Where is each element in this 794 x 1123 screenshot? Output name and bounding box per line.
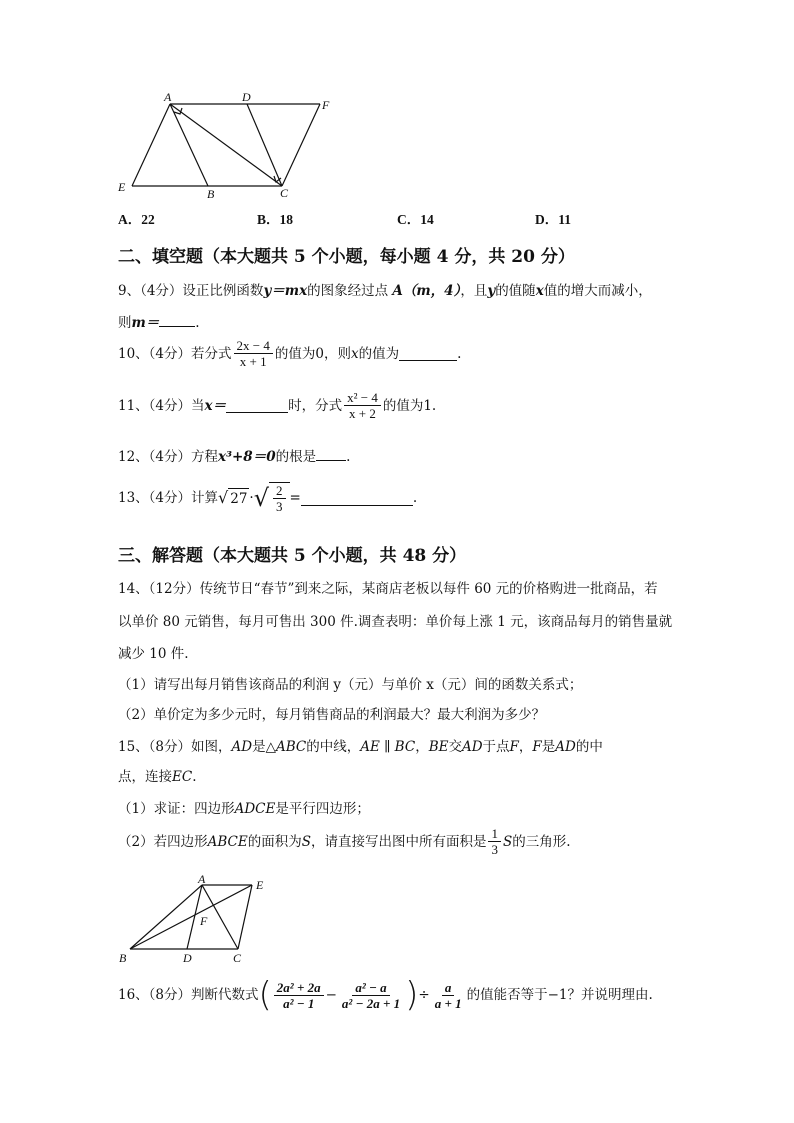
fraction: $\frac{a}{a + 1}$	[434, 979, 462, 1011]
fraction: $\frac{\text{x² − 4}}{x + 2}$	[344, 390, 381, 421]
label-d: D	[242, 90, 251, 104]
section-2-title: 二、填空题（本大题共 5 个小题，每小题 4 分，共 20 分）	[118, 247, 575, 267]
label-a: A	[164, 90, 172, 104]
question-15-part1: （1）求证：四边形ADCE是平行四边形；	[118, 801, 370, 817]
option-c: C．14	[397, 212, 434, 227]
answer-blank	[301, 491, 413, 506]
question-14-part1: （1）请写出每月销售该商品的利润 y（元）与单价 x（元）间的函数关系式；	[118, 677, 583, 693]
option-b: B．18	[257, 212, 294, 227]
fraction: $\frac{1}{3}$	[488, 826, 501, 857]
question-14-line3: 减少 10 件.	[118, 646, 189, 662]
figure-triangle	[112, 873, 282, 968]
question-13: 13、（4分）计算 √ 27 · √ $\frac{2}{3}$ = .	[118, 483, 418, 514]
question-11: 11、（4分）当 x＝ 时，分式 $\frac{\text{x² − 4}}{x + 2}$ 的值为1.	[118, 390, 437, 421]
figure-parallelogram	[110, 90, 340, 205]
label-b: B	[207, 187, 215, 201]
label-d: D	[183, 951, 192, 965]
label-c: C	[233, 951, 242, 965]
question-15-line1: 15、（8分）如图，AD是△ABC的中线，AE ∥ BC，BE交AD于点F，F是AD的中	[118, 739, 603, 755]
question-9-line2: 则m＝ .	[118, 312, 200, 333]
label-e: E	[118, 180, 126, 194]
question-9-line1: 9、（4分）设正比例函数y＝mx的图象经过点 A（m，4），且y的值随x值的增大而减小，	[118, 283, 652, 299]
question-15-part2: （2）若四边形 ABCE 的面积为 S ，请直接写出图中所有面积是 $\frac{1}{3}$ S 的三角形.	[118, 826, 571, 857]
option-d: D．11	[535, 212, 572, 227]
answer-blank	[399, 346, 457, 361]
label-c: C	[280, 186, 289, 200]
answer-blank	[226, 398, 288, 413]
question-14-part2: （2）单价定为多少元时，每月销售商品的利润最大？最大利润为多少？	[118, 707, 546, 723]
label-b: B	[119, 951, 127, 965]
question-15-line2: 点，连接EC.	[118, 769, 197, 785]
question-10: 10、（4分）若分式 $\frac{2x - 4}{x + 1}$ 的值为0，则 x 的值为 .	[118, 338, 462, 369]
section-3-title: 三、解答题（本大题共 5 个小题，共 48 分）	[118, 546, 467, 566]
question-14-line2: 以单价 80 元销售，每月可售出 300 件.调查表明：单价每上涨 1 元，该商品每月的销售量就	[118, 614, 673, 630]
question-16: 16、（8分）判断代数式 ( $\frac{\text{2a² + 2a}}{\text{a² − 1}}$ − $\frac{\text{a² − a}}{\text{a² − 2a + 1}}$ ) ÷ $\frac{a}{a + 1}$ 的值能否等于−1？并说明理由.	[118, 975, 653, 1015]
fraction: $\frac{2}{3}$	[273, 483, 286, 514]
label-e: E	[256, 878, 264, 892]
label-f: F	[322, 98, 330, 112]
answer-blank	[316, 446, 346, 461]
label-a: A	[198, 873, 206, 886]
answer-blank	[159, 312, 195, 327]
question-12: 12、（4分）方程x³+8＝0的根是 .	[118, 446, 350, 467]
fraction: $\frac{\text{a² − a}}{\text{a² − 2a + 1}}$	[341, 979, 401, 1011]
question-14-line1: 14、（12分）传统节日“春节”到来之际，某商店老板以每件 60 元的价格购进一批商品，若	[118, 581, 658, 597]
label-f: F	[200, 914, 208, 928]
fraction: $\frac{2x - 4}{x + 1}$	[234, 338, 273, 369]
option-a: A．22	[118, 212, 155, 227]
fraction: $\frac{\text{2a² + 2a}}{\text{a² − 1}}$	[274, 980, 324, 1011]
